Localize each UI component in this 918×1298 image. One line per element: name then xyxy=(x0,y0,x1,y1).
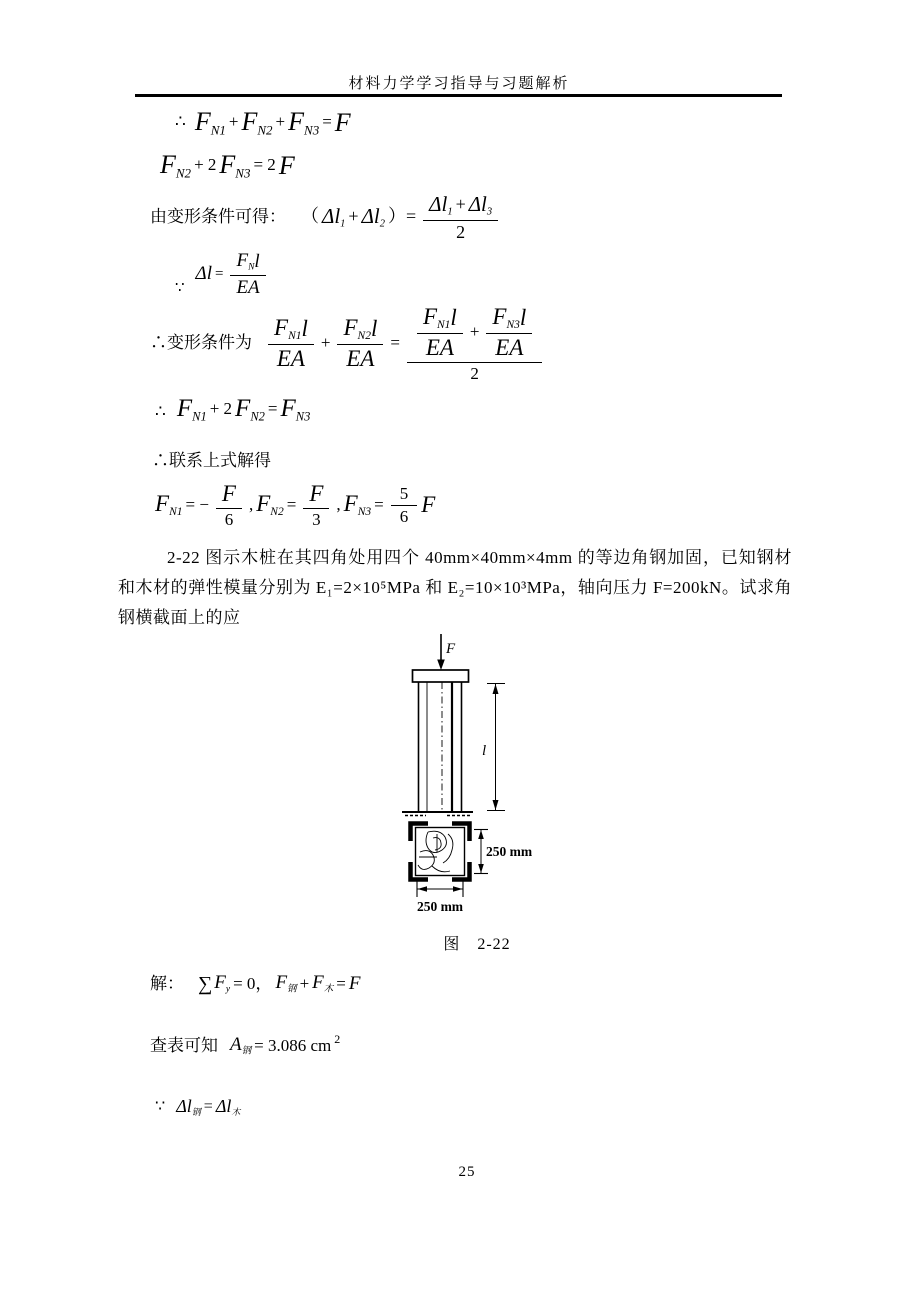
formula-force-relation: ∴ $F_{N1}$ + 2 $F_{N2}$ = $F_{N3}$ xyxy=(155,395,311,424)
dim-right-label: 250 mm xyxy=(486,844,533,859)
section-height-dimension xyxy=(474,830,533,874)
formula-deformation-condition: 由变形条件可得： （ $\Delta l_1$ + $\Delta l_2$ ）= $\Delta l_1$ + $\Delta l_3$ 2 xyxy=(150,192,502,242)
cap-plate xyxy=(413,670,469,682)
figure-2-22-drawing xyxy=(392,628,582,920)
formula-solution-equilibrium: 解： ∑ $F_y$ = 0， $F_钢$ + $F_木$ = F xyxy=(150,972,361,996)
header-rule xyxy=(135,94,782,97)
problem-2-22-statement: 2-22 图示木桩在其四角处用四个 40mm×40mm×4mm 的等边角钢加固，已知钢材和木材的弹性模量分别为 E₁=2×10⁵MPa 和 E₂=10×10³MPa，轴向压力 F=200kN。试求角钢横截面上的应 xyxy=(118,548,792,627)
length-label: l xyxy=(482,743,487,759)
ground-line xyxy=(402,812,473,816)
solve-note-text: ∴联系上式解得 xyxy=(152,451,271,470)
formula-moment-relation: $F_{N2}$ + 2 $F_{N3}$ = 2 F xyxy=(160,150,295,181)
force-arrow xyxy=(437,634,456,670)
section-width-dimension xyxy=(417,880,464,914)
figure-caption: 图 2-22 xyxy=(443,936,511,953)
column-elevation xyxy=(419,682,462,812)
formula-hooke-law: ∵ Δl = $F_N$ l EA xyxy=(172,250,270,298)
formula-equal-deformation: ∵ $\Delta l_钢$ = $\Delta l_木$ xyxy=(155,1096,241,1118)
running-header-title: 材料力学学习指导与习题解析 xyxy=(348,76,570,92)
formula-equilibrium-sum: ∴ $F_{N1}$ + $F_{N2}$ + $F_{N3}$ = F xyxy=(175,107,351,138)
wood-grain xyxy=(418,831,453,872)
page-number: 25 xyxy=(458,1164,476,1180)
length-dimension xyxy=(482,684,505,811)
dim-bottom-label: 250 mm xyxy=(416,899,464,914)
formula-compatibility-expanded: ∴变形条件为 $F_{N1}$ l EA + $F_{N2}$ l EA = $F_{N1}$ l EA + $F_{N3}$ l EA 2 xyxy=(150,303,546,384)
formula-results: $F_{N1}$ = − $\frac{F}{6}$ , $F_{N2}$ = $\frac{F}{3}$ , $F_{N3}$ = $\frac{5}{6}$ F xyxy=(155,481,436,530)
formula-steel-area: 查表可知 $A_钢$ = 3.086 cm 2 xyxy=(150,1031,341,1057)
cross-section xyxy=(411,824,470,880)
force-label: F xyxy=(446,641,456,657)
